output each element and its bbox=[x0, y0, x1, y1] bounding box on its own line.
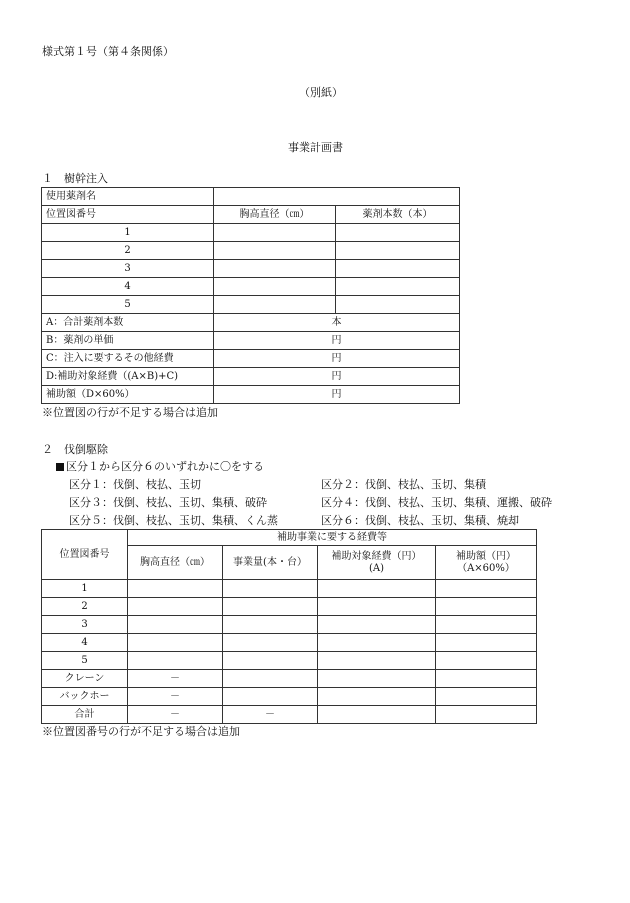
diameter-cell bbox=[128, 598, 223, 616]
diameter-cell bbox=[214, 278, 336, 296]
amount-cell bbox=[223, 580, 318, 598]
table-row bbox=[42, 634, 537, 652]
row-label: 4 bbox=[42, 634, 128, 652]
count-cell bbox=[336, 296, 460, 314]
diameter-cell bbox=[128, 580, 223, 598]
amount-cell bbox=[223, 688, 318, 706]
section2-heading: ２ 伐倒駆除 bbox=[42, 443, 108, 456]
column-header: 薬剤本数（本） bbox=[336, 206, 460, 224]
subsidy-cell bbox=[436, 598, 537, 616]
row-label: バックホー bbox=[42, 688, 128, 706]
subsidy-header-line1: 補助額（円） bbox=[456, 550, 516, 562]
table-row bbox=[42, 296, 460, 314]
amount-cell bbox=[223, 670, 318, 688]
felling-table bbox=[41, 529, 537, 724]
category-2: 区分２：伐倒、枝払、玉切、集積 bbox=[321, 478, 486, 491]
summary-unit: 円 bbox=[214, 332, 460, 350]
subsidy-cell bbox=[436, 616, 537, 634]
chemical-name-label: 使用薬剤名 bbox=[42, 188, 214, 206]
amount-cell bbox=[223, 634, 318, 652]
category-6: 区分６：伐倒、枝払、玉切、集積、焼却 bbox=[321, 514, 519, 527]
diameter-cell bbox=[128, 634, 223, 652]
amount-header: 事業量(本・台） bbox=[223, 546, 318, 580]
summary-unit: 円 bbox=[214, 368, 460, 386]
cost-cell bbox=[318, 688, 436, 706]
diameter-cell bbox=[214, 242, 336, 260]
row-number: 4 bbox=[42, 278, 214, 296]
position-header: 位置図番号 bbox=[42, 530, 128, 580]
amount-cell bbox=[223, 616, 318, 634]
row-number: 2 bbox=[42, 242, 214, 260]
table-row bbox=[42, 706, 537, 724]
table-row bbox=[42, 670, 537, 688]
column-header: 胸高直径（㎝） bbox=[214, 206, 336, 224]
category-5: 区分５：伐倒、枝払、玉切、集積、くん蒸 bbox=[69, 514, 278, 527]
diameter-cell: － bbox=[128, 706, 223, 724]
cost-cell bbox=[318, 616, 436, 634]
summary-row bbox=[42, 314, 460, 332]
instruction bbox=[56, 460, 264, 473]
square-bullet-icon bbox=[56, 463, 64, 471]
row-number: 1 bbox=[42, 224, 214, 242]
row-label: 1 bbox=[42, 580, 128, 598]
subsidy-cell bbox=[436, 706, 537, 724]
diameter-cell: － bbox=[128, 688, 223, 706]
summary-label: C：注入に要するその他経費 bbox=[42, 350, 214, 368]
cost-cell bbox=[318, 670, 436, 688]
category-1: 区分１：伐倒、枝払、玉切 bbox=[69, 478, 201, 491]
attachment-label: （別紙） bbox=[299, 86, 343, 99]
summary-label: 補助額（D×60%） bbox=[42, 386, 214, 404]
table-row bbox=[42, 278, 460, 296]
row-label: 合計 bbox=[42, 706, 128, 724]
summary-row bbox=[42, 350, 460, 368]
cost-header-line1: 補助対象経費（円） bbox=[331, 550, 422, 562]
count-cell bbox=[336, 242, 460, 260]
document-title: 事業計画書 bbox=[288, 141, 343, 154]
row-label: 3 bbox=[42, 616, 128, 634]
diameter-cell bbox=[214, 296, 336, 314]
cost-header-line2: (A) bbox=[368, 562, 385, 574]
diameter-cell: － bbox=[128, 670, 223, 688]
amount-cell bbox=[223, 652, 318, 670]
subsidy-cell bbox=[436, 688, 537, 706]
summary-row bbox=[42, 368, 460, 386]
table-row bbox=[42, 688, 537, 706]
table-row bbox=[42, 652, 537, 670]
summary-unit: 本 bbox=[214, 314, 460, 332]
table-row bbox=[42, 598, 537, 616]
subsidy-cell bbox=[436, 652, 537, 670]
form-number: 様式第１号（第４条関係） bbox=[42, 45, 174, 58]
table-row bbox=[42, 260, 460, 278]
row-number: 3 bbox=[42, 260, 214, 278]
summary-label: D:補助対象経費（(A×B)+C) bbox=[42, 368, 214, 386]
subsidy-cell bbox=[436, 634, 537, 652]
table-row bbox=[42, 616, 537, 634]
section2-note: ※位置図番号の行が不足する場合は追加 bbox=[42, 725, 240, 738]
cost-cell bbox=[318, 580, 436, 598]
amount-cell: － bbox=[223, 706, 318, 724]
summary-label: A：合計薬剤本数 bbox=[42, 314, 214, 332]
category-3: 区分３：伐倒、枝払、玉切、集積、破砕 bbox=[69, 496, 267, 509]
summary-row bbox=[42, 386, 460, 404]
count-cell bbox=[336, 278, 460, 296]
injection-table bbox=[41, 187, 460, 404]
table-row bbox=[42, 224, 460, 242]
table-row bbox=[42, 242, 460, 260]
category-4: 区分４：伐倒、枝払、玉切、集積、運搬、破砕 bbox=[321, 496, 552, 509]
cost-cell bbox=[318, 652, 436, 670]
summary-unit: 円 bbox=[214, 350, 460, 368]
count-cell bbox=[336, 224, 460, 242]
diameter-cell bbox=[214, 260, 336, 278]
count-cell bbox=[336, 260, 460, 278]
summary-row bbox=[42, 332, 460, 350]
row-label: 2 bbox=[42, 598, 128, 616]
section1-note: ※位置図の行が不足する場合は追加 bbox=[42, 406, 218, 419]
table-row bbox=[42, 580, 537, 598]
cost-cell bbox=[318, 598, 436, 616]
section1-heading: １ 樹幹注入 bbox=[42, 172, 108, 185]
subsidy-header-line2: （A×60%） bbox=[457, 562, 515, 574]
diameter-cell bbox=[128, 616, 223, 634]
cost-cell bbox=[318, 634, 436, 652]
column-header: 位置図番号 bbox=[42, 206, 214, 224]
diameter-header: 胸高直径（㎝） bbox=[128, 546, 223, 580]
cost-cell bbox=[318, 706, 436, 724]
summary-unit: 円 bbox=[214, 386, 460, 404]
cost-header bbox=[318, 546, 436, 580]
subsidy-cell bbox=[436, 580, 537, 598]
subsidy-cell bbox=[436, 670, 537, 688]
cost-group-header: 補助事業に要する経費等 bbox=[128, 530, 537, 546]
instruction-text: 区分１から区分６のいずれかに〇をする bbox=[66, 460, 264, 473]
amount-cell bbox=[223, 598, 318, 616]
row-number: 5 bbox=[42, 296, 214, 314]
diameter-cell bbox=[128, 652, 223, 670]
diameter-cell bbox=[214, 224, 336, 242]
row-label: クレーン bbox=[42, 670, 128, 688]
chemical-name-value bbox=[214, 188, 460, 206]
subsidy-header bbox=[436, 546, 537, 580]
summary-label: B：薬剤の単価 bbox=[42, 332, 214, 350]
row-label: 5 bbox=[42, 652, 128, 670]
